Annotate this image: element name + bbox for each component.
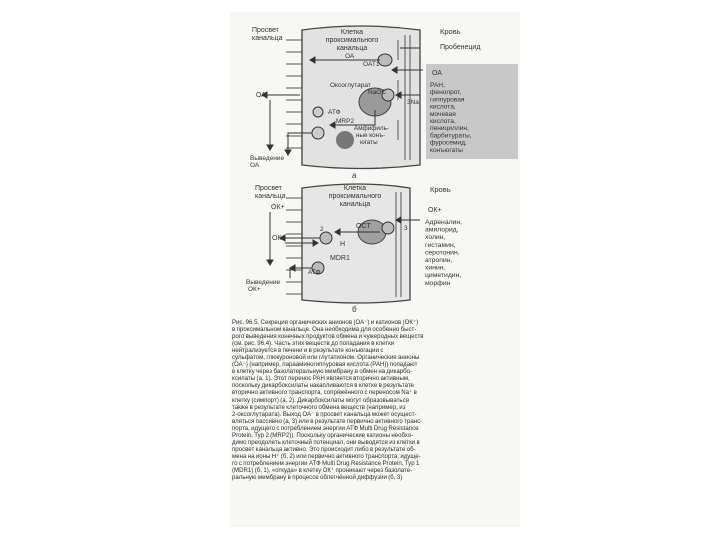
- label-a-oa-left: ОА: [256, 92, 266, 99]
- caption-line: Protein, Typ 2 (MRP2)). Поскольку органические катионы необхо-: [232, 431, 414, 439]
- label-b-h: Н: [340, 241, 346, 248]
- label-a-atp: АТФ: [328, 109, 341, 116]
- caption-line: вторично активного транспорта, сопряжённого с переносом Na⁺ в: [232, 389, 417, 397]
- caption-line: рого выведения конечных продуктов обмена и чужеродных веществ: [232, 333, 424, 341]
- atp-pump-a: [312, 127, 324, 139]
- caption-line: ксилаты (а, 1). Этот перенос РАН является вторично активным,: [232, 375, 410, 383]
- panel-label-b: б: [352, 305, 357, 314]
- label-b-num2: 2: [320, 226, 324, 233]
- mrp2-a: [313, 107, 323, 117]
- label-a-oat1: OAT1: [363, 61, 380, 68]
- label-a-amphiphilic: Амфифиль-ные конъ-югаты: [354, 125, 389, 146]
- caption-line: 2-оксоглутарата). Выход ОА⁻ в просвет канальца может осущест-: [232, 410, 417, 418]
- label-a-substances: PAH, фенолрот, гиппуровая кислота, мочевая кислота, пенициллин, барбитураты, фуросемид, конъюгаты: [430, 82, 472, 154]
- label-a-blood: Кровь: [440, 27, 461, 36]
- caption-line: просвет канальца активно. Это происходит либо в результате об-: [232, 445, 416, 453]
- label-b-ok-mid: ОК+: [272, 235, 286, 242]
- caption-line: в клетку через базолатеральную мембрану в обмен на дикарбо-: [232, 368, 413, 376]
- caption-line: в проксимальном канальце. Она необходима для особенно быст-: [232, 326, 417, 334]
- caption-line: Рис. 96.5. Секреция органических анионов (ОА⁻) и катионов (ОК⁺): [232, 319, 419, 326]
- label-a-lumen: Просвет канальца: [252, 27, 283, 42]
- label-a-3na: 3Na: [407, 99, 419, 106]
- label-a-mrp2: MRP2: [336, 118, 355, 125]
- panel-a: [250, 26, 518, 180]
- antiporter-h: [320, 232, 332, 244]
- label-b-ok-left: ОК+: [271, 204, 285, 211]
- caption-line: (ОА⁻) (например, парааминогиппуровая кислота (РАН)) попадают: [232, 361, 418, 369]
- label-b-lumen: Просвет канальца: [255, 185, 286, 200]
- caption-line: поскольку дикарбоксилаты накапливаются в клетке в результате: [232, 382, 414, 390]
- label-a-oa-right: ОА: [432, 70, 442, 77]
- caption-line: мена на ионы H⁺ (б, 2) или первично активного транспорта, идуще-: [232, 452, 421, 460]
- label-b-cell: Клетка проксимального канальца: [328, 185, 382, 208]
- transporter-oat1: [378, 54, 392, 66]
- caption-line: порта, идущего с потреблением энергии АТФ Multi Drug Resistance: [232, 424, 419, 432]
- caption-line: го с потреблением энергии АТФ Multi Drug Resistance Protein, Typ 1: [232, 459, 420, 467]
- caption-line: (см. рис. 96.4). Часть этих веществ до попадания в клетки: [232, 340, 395, 348]
- label-b-blood: Кровь: [430, 185, 451, 194]
- caption-line: димо преодолеть клеточный потенциал, они выводятся из клетки в: [232, 438, 420, 446]
- label-a-excretion: Выведение ОА: [250, 155, 285, 169]
- label-a-naoc: NaOC: [368, 89, 387, 96]
- label-a-oxoglutarate: Оксоглутарат: [330, 82, 371, 89]
- caption-line: также в результате клеточного обмена веществ (например, из: [232, 403, 406, 411]
- label-b-excretion: Выведение ОК+: [246, 279, 281, 293]
- panel-label-a: а: [352, 171, 357, 180]
- label-b-ok-right: ОК+: [428, 207, 442, 214]
- label-a-oa-top: ОА: [345, 53, 355, 60]
- label-a-cell: Клетка проксимального канальца: [325, 29, 379, 52]
- label-b-substances: Адреналин, амилорид, холин, гистамин, серотонин, атропин, хинин, циметидин, морфин: [425, 219, 462, 287]
- caption-line: нейтрализуется в печени и в результате конъюгации с: [232, 347, 384, 355]
- panel-b: [246, 184, 462, 314]
- label-b-mdr1: MDR1: [330, 255, 350, 262]
- caption-line: сульфатом, глюкуроновой или глутатионом. Органические анионы: [232, 354, 420, 362]
- caption-line: вляться пассивно (а, 3) или в результате первично активного транс-: [232, 417, 423, 425]
- label-b-num3: 3: [404, 225, 408, 232]
- transporter-oct: [382, 222, 394, 234]
- brush-border-b: [286, 188, 302, 300]
- figure-caption: [232, 319, 518, 481]
- conjugate-blob-a: [336, 131, 354, 149]
- label-b-oct: OCT: [356, 223, 371, 230]
- caption-line: (MDR1) (б, 1), «откуда» в клетку ОК⁺ проникают через базолате-: [232, 466, 413, 474]
- caption-line: клетку (симпорт) (а, 2). Дикарбоксилаты могут образовываться: [232, 396, 409, 404]
- label-a-probenecid: Пробенецид: [440, 44, 481, 51]
- caption-line: ральную мембрану в процессе облегчённой диффузии (б, 3): [232, 474, 403, 482]
- label-b-atp: АТФ: [308, 269, 321, 276]
